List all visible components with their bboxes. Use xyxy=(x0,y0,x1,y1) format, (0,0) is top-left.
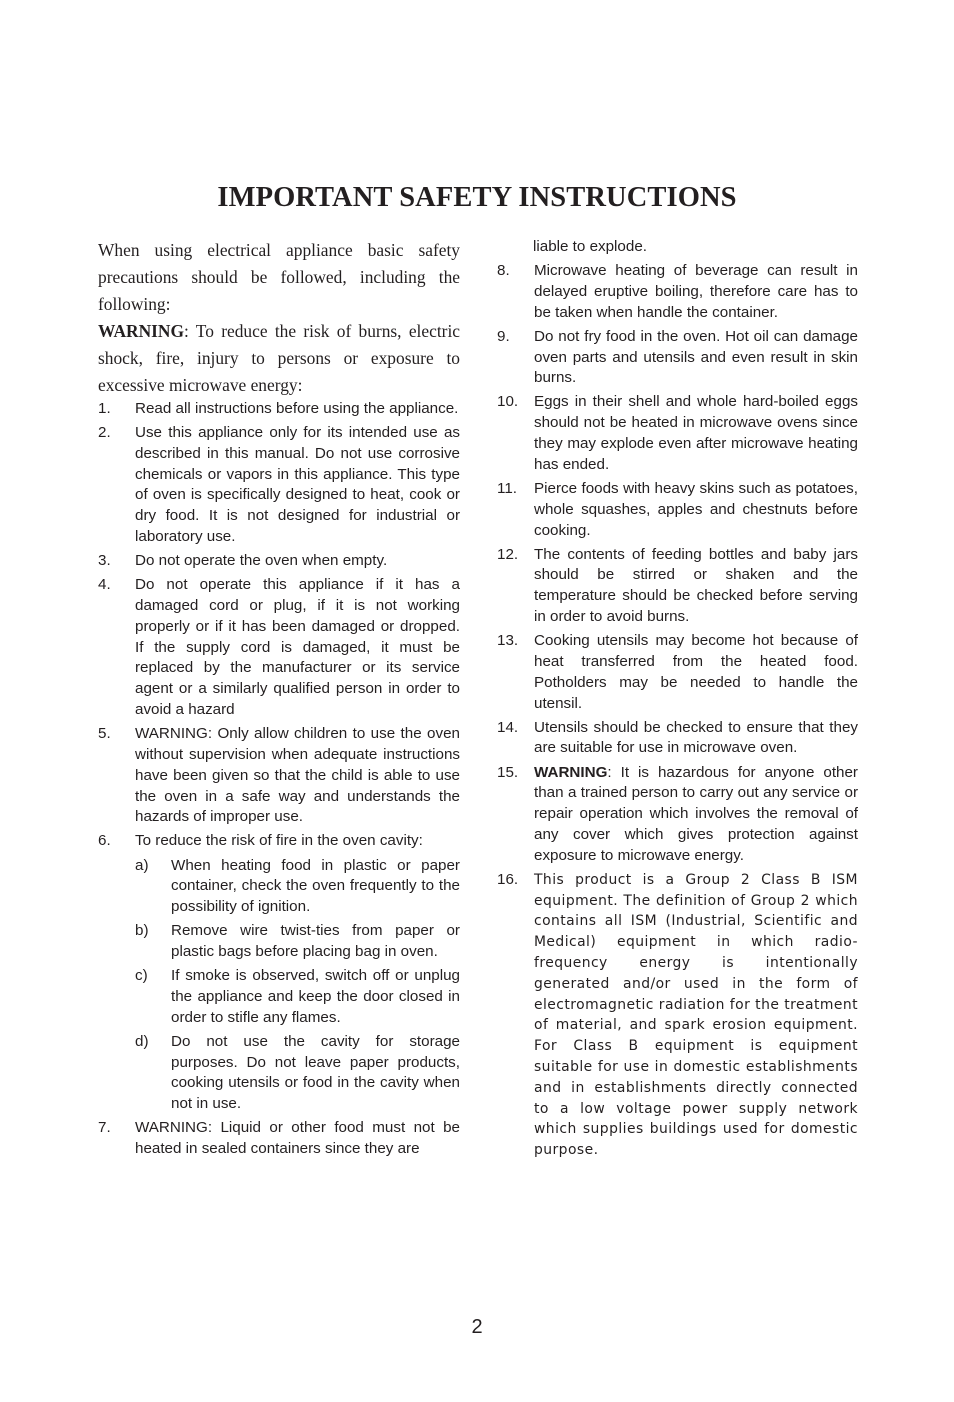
sub-list-item xyxy=(135,856,460,918)
item-number: 8. xyxy=(497,262,510,280)
item-continuation: liable to explode. xyxy=(533,238,647,255)
sub-item-letter: c) xyxy=(135,967,148,985)
item-text: The contents of feeding bottles and baby jars should be stirred or shaken and the temperature should be checked before serving in order to avoid burns. xyxy=(534,545,858,626)
list-item xyxy=(497,261,858,323)
item-number: 13. xyxy=(497,632,519,650)
list-item xyxy=(98,724,460,828)
item-text: Utensils should be checked to ensure that they are suitable for use in microwave oven. xyxy=(534,718,858,757)
warning-paragraph xyxy=(98,318,460,399)
warning-text: : To reduce the risk of burns, electric shock, fire, injury to persons or exposure to excessive microwave energy: xyxy=(98,321,460,395)
sub-item-letter: b) xyxy=(135,922,149,940)
item-text: Use this appliance only for its intended use as described in this manual. Do not use corrosive chemicals or vapors in this appliance. This type of oven is specifically designed to heat, cook or dry food. It is not designed for industrial or laboratory use. xyxy=(135,424,460,546)
list-item xyxy=(98,399,460,420)
right-column xyxy=(497,237,858,1164)
item-text: WARNING: Only allow children to use the oven without supervision when adequate instructions have been given so that the child is able to use the oven in a safe way and understands the hazards of improper use. xyxy=(135,725,460,826)
page-number: 2 xyxy=(471,1316,483,1338)
item-number: 12. xyxy=(497,545,519,563)
item-text: Microwave heating of beverage can result in delayed eruptive boiling, therefore care has to be taken when handle the container. xyxy=(534,262,858,321)
item-text: Cooking utensils may become hot because of heat transferred from the heated food. Potholders may be needed to handle the utensil. xyxy=(534,632,858,712)
list-item xyxy=(497,870,858,1161)
sub-list-item xyxy=(135,921,460,963)
page-title: IMPORTANT SAFETY INSTRUCTIONS xyxy=(217,182,737,213)
item-text: This product is a Group 2 Class B ISM equipment. The definition of Group 2 which contains all ISM (Industrial, Scientific and Medical) equipment in which radio-frequency energy is intentionally generated and/or used in the form of electromagnetic radiation for the treatment of material, and spark erosion equipment. For Class B equipment is equipment suitable for use in domestic establishments and in establishments directly connected to a low voltage power supply network which supplies buildings used for domestic purpose. xyxy=(534,871,858,1159)
item-number: 4. xyxy=(98,576,111,594)
list-item xyxy=(497,763,858,867)
sub-item-text: Do not use the cavity for storage purposes. Do not leave paper products, cooking utensils or food in the cavity when not in use. xyxy=(171,1032,460,1113)
item-number: 16. xyxy=(497,870,519,888)
intro-paragraph: When using electrical appliance basic safety precautions should be followed, including the following: xyxy=(98,240,460,314)
list-item xyxy=(98,423,460,548)
sub-item-text: If smoke is observed, switch off or unplug the appliance and keep the door closed in order to stifle any flames. xyxy=(171,967,460,1026)
item-number: 10. xyxy=(497,393,519,411)
item-text: Pierce foods with heavy skins such as potatoes, whole squashes, apples and chestnuts before cooking. xyxy=(534,479,858,539)
item-text: Do not operate this appliance if it has a damaged cord or plug, if it is not working properly or if it has been damaged or dropped. If the supply cord is damaged, it must be replaced by the manufacturer or its service agent or a similarly qualified person in order to avoid a hazard xyxy=(135,576,460,719)
warning-label: WARNING xyxy=(534,763,608,781)
sub-item-letter: a) xyxy=(135,856,149,874)
sub-list-item xyxy=(135,1032,460,1115)
sub-item-text: When heating food in plastic or paper container, check the oven frequently to the possibility of ignition. xyxy=(171,856,460,916)
item-number: 2. xyxy=(98,424,111,442)
item-number: 14. xyxy=(497,718,519,736)
left-column xyxy=(98,237,460,1163)
list-item xyxy=(98,575,460,721)
item-text: WARNING: Liquid or other food must not be heated in sealed containers since they are xyxy=(135,1119,460,1158)
item-number: 15. xyxy=(497,763,519,781)
list-item xyxy=(98,551,460,572)
item-text: Eggs in their shell and whole hard-boiled eggs should not be heated in microwave ovens since they may explode even after microwave heating has ended. xyxy=(534,393,858,473)
sub-list-item xyxy=(135,966,460,1028)
item-number: 3. xyxy=(98,552,111,570)
item-text: To reduce the risk of fire in the oven cavity: xyxy=(135,832,423,850)
list-item xyxy=(98,831,460,1115)
item-text: Do not fry food in the oven. Hot oil can damage oven parts and utensils and even result in skin burns. xyxy=(534,327,858,387)
list-item xyxy=(497,479,858,541)
sub-item-letter: d) xyxy=(135,1032,149,1050)
item-number: 5. xyxy=(98,725,111,743)
list-item xyxy=(497,327,858,389)
sub-item-text: Remove wire twist-ties from paper or plastic bags before placing bag in oven. xyxy=(171,922,460,960)
item-number: 6. xyxy=(98,832,111,850)
list-item xyxy=(497,631,858,714)
list-item xyxy=(497,718,858,760)
item-number: 9. xyxy=(497,327,510,345)
warning-label: WARNING xyxy=(98,321,184,341)
item-text: Do not operate the oven when empty. xyxy=(135,552,388,570)
item-number: 7. xyxy=(98,1119,111,1137)
item-text: Read all instructions before using the appliance. xyxy=(135,400,459,417)
item-number: 11. xyxy=(497,479,517,497)
list-item xyxy=(497,392,858,475)
list-item xyxy=(98,1118,460,1160)
item-text: : It is hazardous for anyone other than a trained person to carry out any service or repair operation which involves the removal of any cover which gives protection against exposure to microwave energy. xyxy=(534,763,858,864)
list-item xyxy=(497,545,858,628)
item-number: 1. xyxy=(98,400,111,417)
